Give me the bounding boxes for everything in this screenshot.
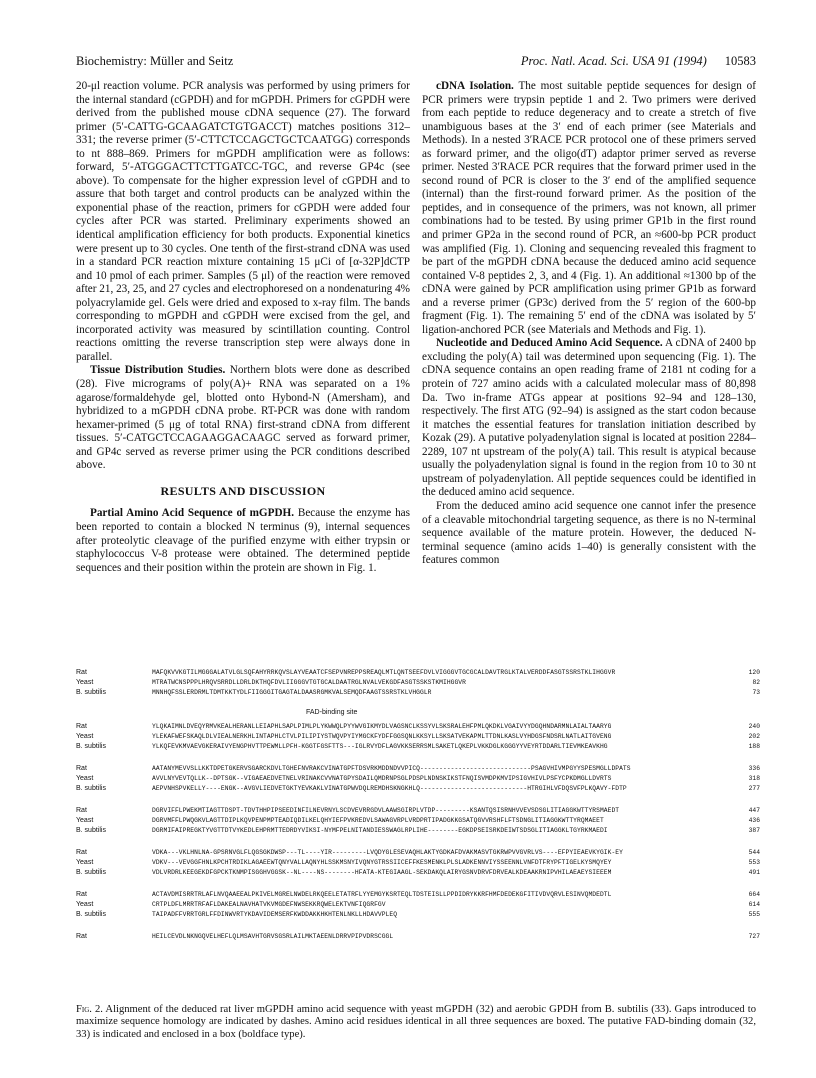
species-label: Rat [76,723,87,730]
residue-number: 555 [748,911,760,918]
header-journal-block [521,54,756,69]
sequence-alignment-figure [76,668,760,954]
species-label: Rat [76,933,87,940]
sequence-text: YLEKAFWEFSKAQLDLVIEALNERKHLINTAPHLCTVLPILIPIYSTWQVPYIYMGCKFYDFFGGSQNLKKSYLLSKSATVEKAPMLTTDNLKASLVYHDGSFNDSRLNATLAITGVENG [152,733,612,740]
residue-number: 82 [752,679,760,686]
alignment-block [76,668,760,698]
sequence-text: YLKQFEVKMVAEVGKERAIVYENGPHVTTPEWMLLPFH-KGGTFGSFTTS---IGLRVYDFLAGVKKSERRSMLSAKETLQKEPLVKKDGLKGGGYYVEYRTDDARLTIEVMKEAVKHG [152,743,608,750]
alignment-row [76,868,760,878]
sequence-text: MNNHQFSSLERDRMLTDMTKKTYDLFIIGGGITGAGTALDAASRGMKVALSEMQDFAAGTSSRSTKLVHGGLR [152,689,432,696]
partial-sequence-paragraph [76,507,410,575]
header-journal: Proc. Natl. Acad. Sci. USA 91 (1994) [520,54,707,68]
residue-number: 544 [748,849,760,856]
species-label: Rat [76,891,87,898]
figure-caption-text: Alignment of the deduced rat liver mGPDH amino acid sequence with yeast mGPDH (32) and aerobic GPDH from B. subtilis (33). Gaps introduced to maximize sequence homology are indicated by dashes. Amino acid residues identical in all three sequences are boxed. The putative FAD-binding domain (32, 33) is indicated and enclosed in a box (boldface type). [76,1004,756,1040]
cdna-isolation-heading: cDNA Isolation. [436,80,514,92]
species-label: Yeast [76,817,94,824]
sequence-text: DGRMIFAIPREGKTYVGTTDTVYKEDLEHPRMTTEDRDYVIKSI-NYMFPELNITANDIESSWAGLRPLIHE--------EGKDPSEISRKDEIWTSDSGLITIAGGKLTGYRKMAEDI [152,827,608,834]
sequence-text: HEILCEVDLNKNGQVELHEFLQLMSAVHTGRVSGSRLAILMKTAEENLDRRVPIPVDRSCGGL [152,933,394,940]
sequence-text: ACTAVDMISRRTRLAFLNVQAAEEALPKIVELMGRELNWDELRKQEELETATRFLYYEMGYKSRTEQLTDSTEISLLPPDIDRYKKRFHMFDEDEKGFITIVDVQRVLESINVQMDEDTL [152,891,612,898]
species-label: Yeast [76,901,94,908]
page-number: 10583 [724,54,756,68]
right-column [422,80,756,568]
species-label: B. subtilis [76,743,106,750]
species-label: Yeast [76,733,94,740]
residue-number: 277 [748,785,760,792]
species-label: Yeast [76,859,94,866]
alignment-row [76,722,760,732]
alignment-row [76,890,760,900]
residue-number: 387 [748,827,760,834]
alignment-block [76,890,760,920]
sequence-text: MAFQKVVKGTILMGGGALATVLGLSQFAHYRRKQVSLAYVEAATCFSEPVNREPPSREAQLMTLQNTSEEFDVLVIGGGVTGCGCALDAVTRGLKTALVERDDFASGTSSRSTKLIHGGVR [152,669,616,676]
species-label: Rat [76,807,87,814]
species-label: Rat [76,669,87,676]
sequence-text: AVVLNYVEVTQLLK--DPTSGK--VIGAEAEDVETNELVRINAKCVVNATGPYSDAILQMDRNPSGLPDSPLNDNSKIKSTFNQISVMDPKMVIPSIGVHIVLPSFYCPKDMGLLDVRTS [152,775,612,782]
species-label: B. subtilis [76,827,106,834]
residue-number: 614 [748,901,760,908]
residue-number: 120 [748,669,760,676]
residue-number: 447 [748,807,760,814]
sequence-text: VDKV---VEVGGFHNLKPCHTRDIKLAGAEEWTQNYVALLAQNYHLSSKMSNYIVQNYGTRSSIICEFFKESMENKLPLSLADKENNVIYSSEENNLVNFDTFRYPFTIGELKYSMQYEY [152,859,612,866]
sequence-text: VDKA---VKLHNLNA-GPSRNVGLFLQGSGKDWSP---TL----YIR---------LVQDYGLESEVAQHLAKTYGDKAFDVAKMASVTGKRWPVVGVRLVS----EFPYIEAEVKYGIK-EY [152,849,623,856]
alignment-row [76,816,760,826]
species-label: Yeast [76,775,94,782]
alignment-row [76,688,760,698]
tissue-distribution-heading: Tissue Distribution Studies. [90,364,226,377]
sequence-text: DGRVMFFLPWQGKVLAGTTDIPLKQVPENPMPTEADIQDILKELQHYIEFPVKREDVLSAWAGVRPLVRDPRTIPADGKKGSATQGVVRSHFLFTSDNGLITIAGGKWTTYRQMAEET [152,817,604,824]
alignment-block [76,722,760,752]
cdna-isolation-paragraph [422,80,756,337]
tissue-distribution-paragraph [76,364,410,472]
alignment-block [76,764,760,794]
sequence-text: MTRATWCNSPPPLHRQVSRRDLLDRLDKTHQFDVLIIGGGVTGTGCALDAATRGLNVALVEKGDFASGTSSKSTKMIHGGVR [152,679,466,686]
nucleotide-sequence-heading: Nucleotide and Deduced Amino Acid Sequence. [436,337,663,350]
nucleotide-sequence-text: A cDNA of 2400 bp excluding the poly(A) tail was determined upon sequencing (Fig. 1). The cDNA sequence contains an open reading frame of 2181 nt coding for a protein of 727 amino acids with a calculated molecular mass of 80,898 Da. Two in-frame ATGs appear at positions 92–94 and 128–130, respectively. The first ATG (92–94) is assigned as the start codon because it matches the essential features for translation initiation described by Kozak (29). A putative polyadenylation signal is located at position 2284–2289, 107 nt upstream of the poly(A) tail. This result is atypical because usually the polyadenylation signal is found in the region from 10 to 30 nt upstream of polyadenylation. All peptide sequences could be identified in the deduced amino acid sequence. [422,337,756,499]
residue-number: 727 [748,933,760,940]
fad-binding-site-label: FAD-binding site [306,709,358,716]
nucleotide-sequence-paragraph [422,337,756,500]
sequence-text: YLQKAIMNLDVEQYRMVKEALHERANLLEIAPHLSAPLPIMLPLYKWWQLPYYWVGIKMYDLVAGSNCLKSSYVLSKSRALEHFPMLQKDKLVGAIVYYDGQHNDARMNLAIALTAARYG [152,723,612,730]
alignment-row [76,848,760,858]
alignment-block [76,806,760,836]
residue-number: 188 [748,743,760,750]
sequence-text: DGRVIFFLPWEKMTIAGTTDSPT-TDVTHHPIPSEEDINFILNEVRNYLSCDVEVRRGDVLAAWSGIRPLVTDP---------KSANTQSISRNHVVEVSDSGLITIAGGKWTTYRSMAEDT [152,807,620,814]
alignment-row [76,784,760,794]
residue-number: 553 [748,859,760,866]
alignment-row [76,826,760,836]
sequence-text: AATANYMEVVSLLKKTDPETGKERVSGARCKDVLTGHEFNVRAKCVINATGPFTDSVRKMDDNDVVPICQ-----------------------------PSAGVHIVMPGYYSPESMGLLDPATS [152,765,631,772]
alignment-row [76,678,760,688]
alignment-row [76,858,760,868]
sequence-text: TAIPADFFVRRTGRLFFDINWVRTYKDAVIDEMSERFKWDDAKKHKHTENLNKLLHDAVVPLEQ [152,911,398,918]
residue-number: 664 [748,891,760,898]
tissue-distribution-text: Northern blots were done as described (28). Five micrograms of poly(A)+ RNA was separated on a 1% agarose/formaldehyde gel, blotted onto Hybond-N (Amersham), and hybridized to a mGPDH cDNA probe. RT-PCR was done with random hexamer-primed (5 μg of total RNA) first-strand cDNA from different tissues. 5′-CATGCTCCAGAAGGACAAGC served as forward primer, and GP4c served as reverse primer using the PCR conditions described above. [76,364,410,472]
alignment-row [76,910,760,920]
species-label: B. subtilis [76,689,106,696]
sequence-text: AEPVNHSPVKELLY----ENGK--AVGVLIEDVETGKTYEVKAKLVINATGPWVDQLREMDHSKNGKHLQ----------------------------HTRGIHLVFDQSVFPLKQAVY-FDTP [152,785,627,792]
residue-number: 336 [748,765,760,772]
species-label: B. subtilis [76,785,106,792]
alignment-row [76,732,760,742]
running-header [76,54,756,70]
sequence-text: CRTPLDFLMRRTRFAFLDAKEALNAVHATVKVMGDEFNWSEKKRQWELEKTVNFIQGRFGV [152,901,386,908]
alignment-row [76,900,760,910]
residue-number: 491 [748,869,760,876]
species-label: Rat [76,849,87,856]
residue-number: 240 [748,723,760,730]
figure-label: Fig. 2. [76,1004,103,1015]
alignment-row [76,742,760,752]
sequence-text: VDLVRDRLKEEGEKDFGPCKTKNMPISGGHVGGSK--NL----NS--------HFATA-KTEGIAAGL-SEKDAKQLAIRYGSNVDRVFDRVEALKDEAAKRNIPVHILAEAEYSIEEEM [152,869,612,876]
alignment-block [76,932,760,942]
alignment-row [76,932,760,942]
figure-caption [76,1004,756,1041]
targeting-sequence-paragraph: From the deduced amino acid sequence one cannot infer the presence of a cleavable mitochondrial targeting sequence, as there is no N-terminal sequence available of the mature protein. However, the deduced N-terminal sequence (amino acids 1–40) is generally consistent with the features common [422,499,756,567]
alignment-row [76,764,760,774]
species-label: Yeast [76,679,94,686]
alignment-row [76,806,760,816]
species-label: B. subtilis [76,869,106,876]
methods-pcr-paragraph: 20-μl reaction volume. PCR analysis was performed by using primers for the internal standard (cGPDH) and for mGPDH. Primers for cGPDH were derived from the published mouse cDNA sequence (27). The forward primer (5′-CATTG-GCAAGATCTGTGACCT) matches positions 312–331; the reverse primer (5′-CTTCTCCAGCTGCTCAATGG) corresponds to nt 888–869. Primers for mGPDH amplification were as follows: forward, 5′-ATGGGACTTCTTGATCC-TGC, and reverse GP4c (see above). To compensate for the higher expression level of cGPDH and to assure that both target and control products can be analyzed within the exponential phase of the reaction, primers for cGPDH were added four cycles after PCR was started. Preliminary experiments showed an identical amplification efficiency for both products. Exponential kinetics were present up to 30 cycles. One tenth of the first-strand cDNA was used in a standard PCR reaction mixture containing 15 μCi of [α-32P]dCTP and 10 pmol of each primer. Samples (5 μl) of the reaction were removed after 21, 23, 25, and 27 cycles and electrophoresed on a nondenaturing 4% polyacrylamide gel. Gels were dried and exposed to x-ray film. The bands corresponding to mGPDH and cGPDH were excised from the gel, and incorporated activity was measured by scintillation counting. Control reactions omitting the reverse transcription step were always done in parallel. [76,80,410,363]
results-section-heading: RESULTS AND DISCUSSION [160,483,326,498]
residue-number: 436 [748,817,760,824]
partial-sequence-text: Because the enzyme has been reported to contain a blocked N terminus (9), internal sequences after proteolytic cleavage of the purified enzyme with either trypsin or staphylococcus V-8 protease were obtained. The determined peptide sequences and their position within the protein are shown in Fig. 1. [76,507,410,574]
alignment-row [76,668,760,678]
partial-sequence-heading: Partial Amino Acid Sequence of mGPDH. [90,507,295,520]
header-authors: Biochemistry: Müller and Seitz [76,54,234,68]
left-column [76,80,410,575]
alignment-block [76,848,760,878]
cdna-isolation-text: The most suitable peptide sequences for design of PCR primers were trypsin peptide 1 and 2. Two primers were derived from each peptide to reduce degeneracy and to create a stretch of five unambiguous bases at the 3′ end of each primer (see Materials and Methods). In a nested 3′RACE PCR protocol one of these primers served as forward primer, and the oligo(dT) adaptor primer served as reverse primer. Nested 3′RACE PCR requires that the forward primer used in the second round of PCR is closer to the 3′ end of the amplified sequence (internal) than the first-round forward primer. As the position of the peptides, and in consequence of the primers, was not known, all primer combinations had to be tested. By using primer GP1b in the first round and primer GP2a in the second round of PCR, an ≈600-bp PCR product was amplified (Fig. 1). Cloning and sequencing revealed this fragment to be part of the mGPDH cDNA because the deduced amino acid sequence contained V-8 peptides 2, 3, and 4 (Fig. 1). An additional ≈1300 bp of the cDNA were gained by PCR amplification using primer GP1b as forward and a reverse primer (GP3c) derived from the 5′ region of the 600-bp fragment (Fig. 1). The remaining 5′ end of the cDNA was isolated by 5′ ligation-anchored PCR (see Materials and Methods and Fig. 1). [422,80,756,336]
residue-number: 73 [752,689,760,696]
species-label: Rat [76,765,87,772]
residue-number: 318 [748,775,760,782]
residue-number: 202 [748,733,760,740]
species-label: B. subtilis [76,911,106,918]
alignment-row [76,774,760,784]
